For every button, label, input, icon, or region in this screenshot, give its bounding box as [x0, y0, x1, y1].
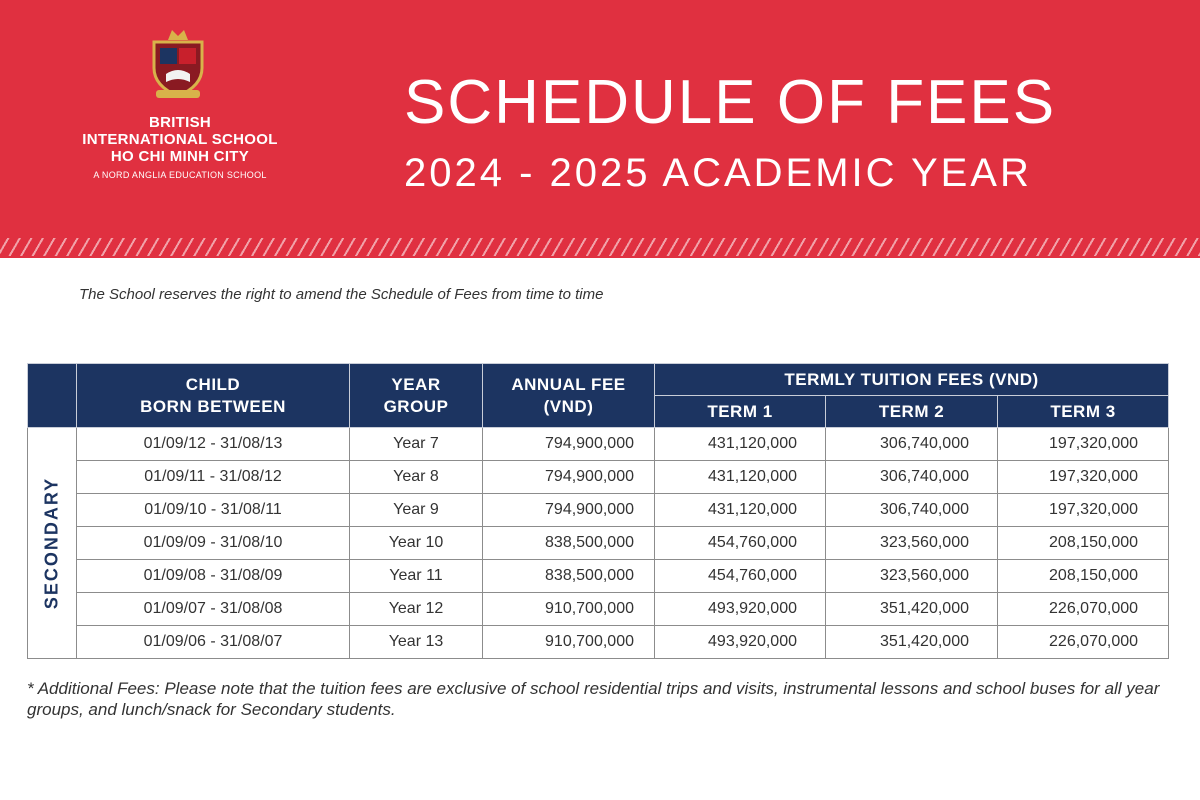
school-tagline: A NORD ANGLIA EDUCATION SCHOOL [93, 170, 267, 180]
born-cell: 01/09/08 - 31/08/09 [77, 560, 350, 593]
table-row [28, 626, 1169, 659]
section-header-cell [28, 364, 77, 428]
term-1-cell: 454,760,000 [655, 527, 826, 560]
year-cell: Year 8 [350, 461, 483, 494]
table-row [28, 428, 1169, 461]
annual-header-line-2: (VND) [543, 396, 594, 416]
annual-header-line-1: ANNUAL FEE [511, 374, 626, 394]
school-crest-icon [146, 20, 210, 104]
page-title: SCHEDULE OF FEES [404, 68, 1057, 137]
section-label: SECONDARY [41, 476, 62, 610]
school-name-line-2: INTERNATIONAL SCHOOL [82, 131, 278, 148]
termly-fees-header: TERMLY TUITION FEES (VND) [655, 364, 1169, 396]
term-1-header: TERM 1 [655, 396, 826, 428]
term-2-cell: 351,420,000 [826, 626, 998, 659]
amendment-note: The School reserves the right to amend the Schedule of Fees from time to time [79, 286, 604, 303]
term-2-cell: 306,740,000 [826, 494, 998, 527]
term-2-cell: 306,740,000 [826, 428, 998, 461]
page-subtitle: 2024 - 2025 ACADEMIC YEAR [404, 151, 1032, 195]
born-header-line-1: CHILD [185, 374, 241, 394]
term-3-cell: 226,070,000 [998, 626, 1169, 659]
year-cell: Year 9 [350, 494, 483, 527]
year-cell: Year 7 [350, 428, 483, 461]
born-cell: 01/09/11 - 31/08/12 [77, 461, 350, 494]
year-cell: Year 12 [350, 593, 483, 626]
term-3-cell: 208,150,000 [998, 560, 1169, 593]
table-row [28, 527, 1169, 560]
term-1-cell: 454,760,000 [655, 560, 826, 593]
secondary-section-cell [28, 428, 77, 659]
term-2-header: TERM 2 [826, 396, 998, 428]
term-1-cell: 431,120,000 [655, 494, 826, 527]
school-name-block [40, 114, 320, 180]
table-row [28, 461, 1169, 494]
born-cell: 01/09/06 - 31/08/07 [77, 626, 350, 659]
annual-fee-cell: 794,900,000 [483, 428, 655, 461]
born-cell: 01/09/12 - 31/08/13 [77, 428, 350, 461]
term-2-cell: 323,560,000 [826, 560, 998, 593]
year-cell: Year 11 [350, 560, 483, 593]
term-2-cell: 351,420,000 [826, 593, 998, 626]
table-row [28, 560, 1169, 593]
school-name-line-3: HO CHI MINH CITY [110, 148, 250, 165]
born-header-line-2: BORN BETWEEN [140, 396, 286, 416]
annual-fee-cell: 794,900,000 [483, 461, 655, 494]
term-3-cell: 226,070,000 [998, 593, 1169, 626]
annual-fee-cell: 910,700,000 [483, 626, 655, 659]
term-1-cell: 431,120,000 [655, 461, 826, 494]
term-3-header: TERM 3 [998, 396, 1169, 428]
term-3-cell: 197,320,000 [998, 461, 1169, 494]
annual-fee-cell: 838,500,000 [483, 560, 655, 593]
annual-fee-cell: 910,700,000 [483, 593, 655, 626]
year-header-line-2: GROUP [383, 396, 449, 416]
term-1-cell: 493,920,000 [655, 626, 826, 659]
year-cell: Year 10 [350, 527, 483, 560]
annual-fee-header [483, 364, 655, 428]
year-cell: Year 13 [350, 626, 483, 659]
born-cell: 01/09/09 - 31/08/10 [77, 527, 350, 560]
fees-table [27, 363, 1169, 659]
year-header-line-1: YEAR [391, 374, 441, 394]
term-1-cell: 431,120,000 [655, 428, 826, 461]
born-between-header [77, 364, 350, 428]
school-name-line-1: BRITISH [148, 114, 212, 131]
term-2-cell: 306,740,000 [826, 461, 998, 494]
header-banner [0, 0, 1200, 258]
year-group-header [350, 364, 483, 428]
table-row [28, 494, 1169, 527]
additional-fees-footnote: * Additional Fees: Please note that the tuition fees are exclusive of school residential trips and visits, instrumental lessons and school buses for all year groups, and lunch/snack for Secondary students. [27, 679, 1160, 719]
term-2-cell: 323,560,000 [826, 527, 998, 560]
born-cell: 01/09/07 - 31/08/08 [77, 593, 350, 626]
term-3-cell: 197,320,000 [998, 428, 1169, 461]
born-cell: 01/09/10 - 31/08/11 [77, 494, 350, 527]
annual-fee-cell: 838,500,000 [483, 527, 655, 560]
annual-fee-cell: 794,900,000 [483, 494, 655, 527]
term-3-cell: 208,150,000 [998, 527, 1169, 560]
table-row [28, 593, 1169, 626]
term-1-cell: 493,920,000 [655, 593, 826, 626]
term-3-cell: 197,320,000 [998, 494, 1169, 527]
hatch-divider [0, 238, 1200, 256]
